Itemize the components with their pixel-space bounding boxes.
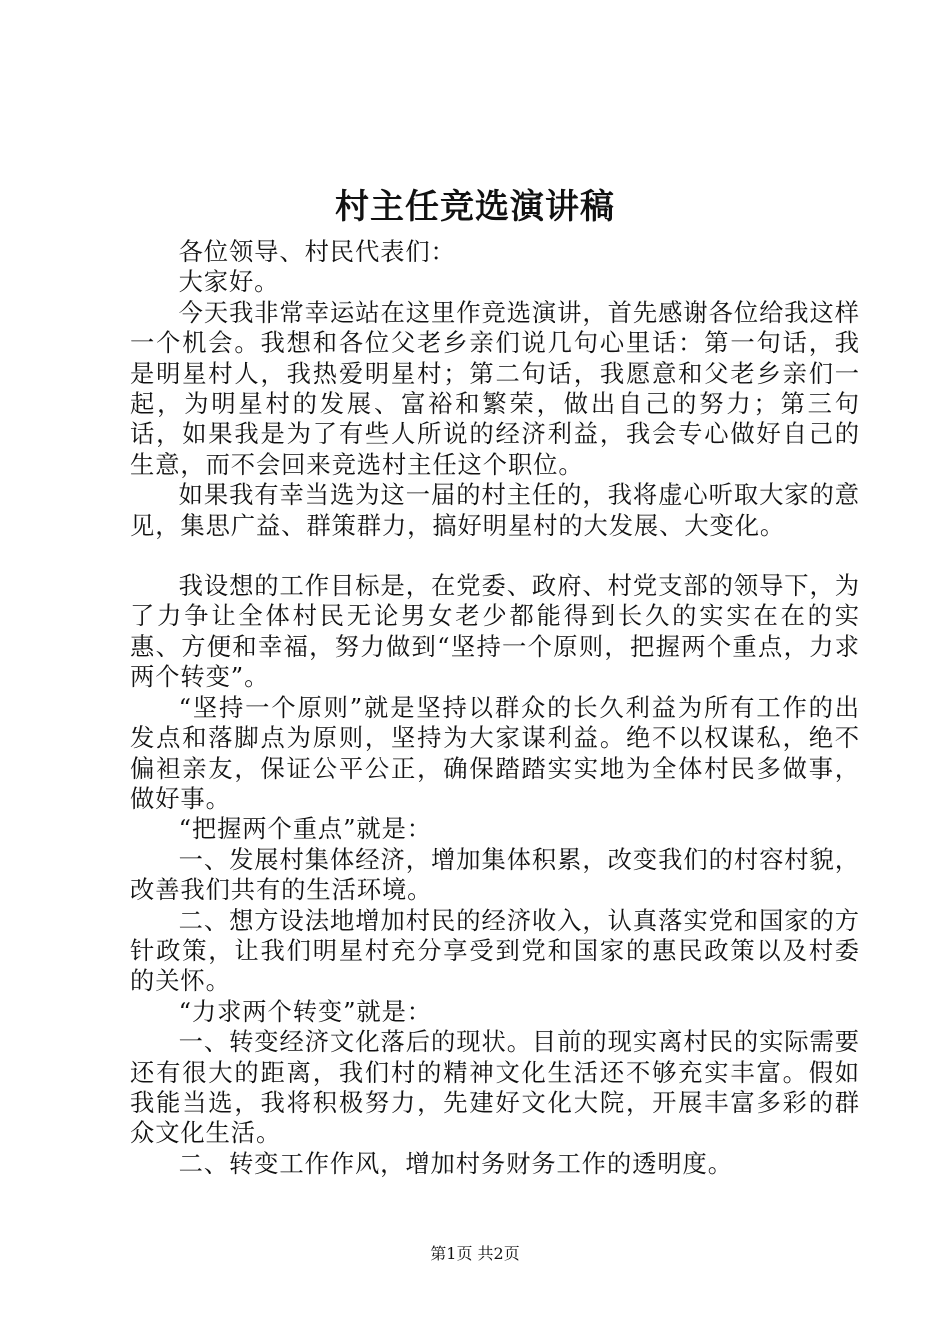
paragraph-salutation: 各位领导、村民代表们：: [178, 237, 456, 266]
paragraph-two-changes-heading: “力求两个转变”就是：: [178, 996, 433, 1026]
paragraph-introduction: 今天我非常幸运站在这里作竞选演讲，首先感谢各位给我这样一个机会。我想和各位父老乡亲们说几句心里话：第一句话，我是明星村人，我热爱明星村；第二句话，我愿意和父老乡亲们一起，为明星村的发展、富裕和繁荣，做出自己的努力；第三句话，如果我是为了有些人所说的经济利益，我会专心做好自己的生意，而不会回来竞选村主任这个职位。: [130, 297, 860, 479]
paragraph-priority-one: 一、发展村集体经济，增加集体积累，改变我们的村容村貌，改善我们共有的生活环境。: [130, 844, 860, 905]
paragraph-two-priorities-heading: “把握两个重点”就是：: [178, 814, 433, 844]
paragraph-priority-two: 二、想方设法地增加村民的经济收入，认真落实党和国家的方针政策，让我们明星村充分享受到党和国家的惠民政策以及村委的关怀。: [130, 905, 860, 996]
paragraph-one-principle: “坚持一个原则”就是坚持以群众的长久利益为所有工作的出发点和落脚点为原则，坚持为大家谋利益。绝不以权谋私，绝不偏袒亲友，保证公平公正，确保踏踏实实地为全体村民多做事，做好事。: [130, 692, 860, 813]
document-body: [130, 237, 860, 1179]
page-number-footer: 第1页 共2页: [430, 1244, 520, 1263]
paragraph-work-goals: 我设想的工作目标是，在党委、政府、村党支部的领导下，为了力争让全体村民无论男女老少都能得到长久的实实在在的实惠、方便和幸福，努力做到“坚持一个原则，把握两个重点，力求两个转变”。: [130, 571, 860, 692]
paragraph-change-one: 一、转变经济文化落后的现状。目前的现实离村民的实际需要还有很大的距离，我们村的精神文化生活还不够充实丰富。假如我能当选，我将积极努力，先建好文化大院，开展丰富多彩的群众文化生活。: [130, 1027, 860, 1148]
paragraph-greeting: 大家好。: [178, 267, 280, 297]
paragraph-commitment: 如果我有幸当选为这一届的村主任的，我将虚心听取大家的意见，集思广益、群策群力，搞好明星村的大发展、大变化。: [130, 480, 860, 540]
paragraph-change-two: 二、转变工作作风，增加村务财务工作的透明度。: [178, 1148, 733, 1178]
document-title: 村主任竞选演讲稿: [335, 187, 615, 227]
